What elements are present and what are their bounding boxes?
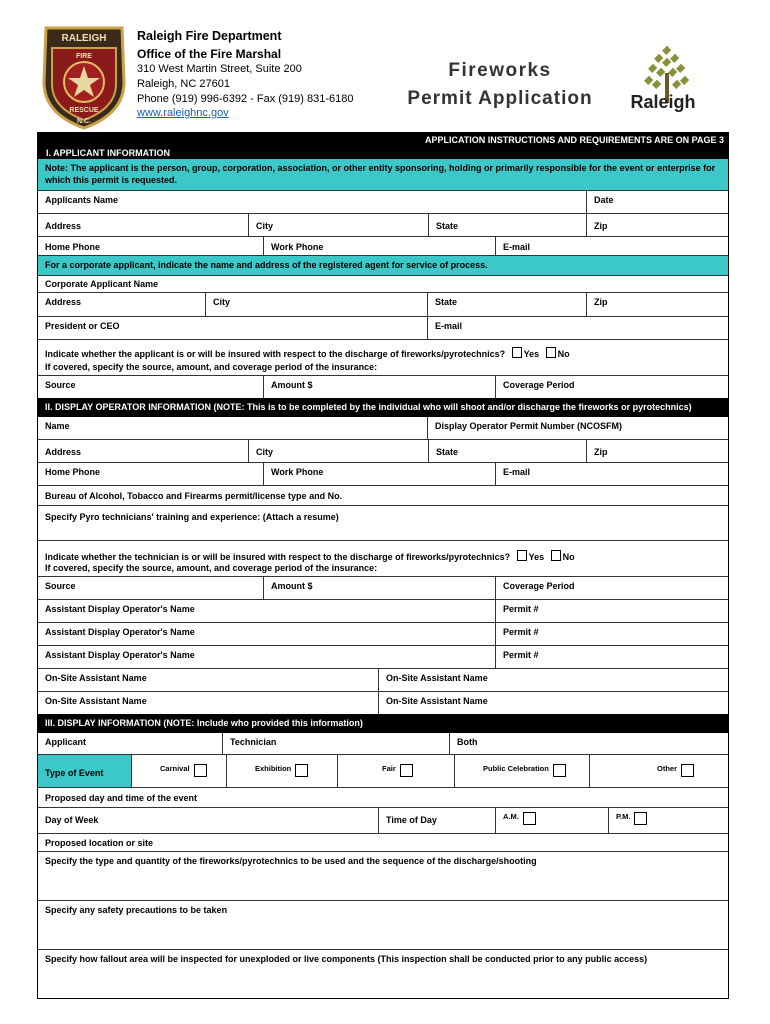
corp-address-field[interactable]: Address: [38, 293, 206, 316]
section1-header-bar: [38, 132, 728, 159]
form-title-line2: Permit Application: [407, 88, 593, 109]
email-field[interactable]: E-mail: [503, 242, 531, 252]
tech-insurance-amount-field[interactable]: Amount $: [264, 577, 496, 599]
section3-title: III. DISPLAY INFORMATION (NOTE: Include who provided this information): [38, 714, 728, 733]
public-celebration-checkbox[interactable]: [553, 764, 566, 777]
assistant-permit-3-field[interactable]: Permit #: [503, 650, 539, 660]
atf-permit-field[interactable]: Bureau of Alcohol, Tobacco and Firearms permit/license type and No.: [45, 491, 343, 501]
insurance-question-row: [38, 340, 728, 359]
day-of-week-field[interactable]: Day of Week: [38, 808, 379, 833]
exhibition-label: Exhibition: [255, 764, 292, 773]
carnival-label: Carnival: [160, 764, 190, 773]
tech-insured-no-checkbox[interactable]: [551, 550, 561, 561]
operator-address-field[interactable]: Address: [38, 440, 249, 462]
assistant-permit-2-field[interactable]: Permit #: [503, 627, 539, 637]
address-field[interactable]: Address: [38, 214, 249, 236]
applicant-note: Note: The applicant is the person, group, corporation, association, or other entity sponsoring, holding or primarily responsible for the event or enterprise for which this permit is requested.: [38, 159, 728, 190]
am-option[interactable]: [496, 808, 609, 833]
date-field[interactable]: Date: [594, 195, 614, 205]
time-of-day-field[interactable]: Time of Day: [379, 808, 496, 833]
department-name: Raleigh Fire Department: [137, 29, 282, 43]
pm-option[interactable]: [609, 808, 728, 833]
pm-label: P.M.: [616, 812, 631, 821]
insurance-coverage-field[interactable]: Coverage Period: [503, 380, 575, 390]
corp-state-field[interactable]: State: [428, 293, 587, 316]
operator-home-phone-field[interactable]: Home Phone: [38, 463, 264, 485]
tech-no-label: No: [562, 552, 575, 562]
address-line2: Raleigh, NC 27601: [137, 78, 230, 90]
svg-text:N.C.: N.C.: [77, 118, 91, 125]
applicants-name-field[interactable]: Applicants Name: [38, 191, 587, 213]
info-by-applicant[interactable]: Applicant: [38, 733, 223, 754]
operator-work-phone-field[interactable]: Work Phone: [264, 463, 496, 485]
operator-email-field[interactable]: E-mail: [503, 467, 531, 477]
phone-fax: Phone (919) 996-6392 - Fax (919) 831-6180: [137, 93, 354, 105]
svg-text:RALEIGH: RALEIGH: [61, 33, 107, 44]
event-exhibition[interactable]: [227, 755, 338, 787]
exhibition-checkbox[interactable]: [295, 764, 308, 777]
tech-insurance-question-row: [38, 541, 728, 562]
tech-insured-yes-checkbox[interactable]: [517, 550, 527, 561]
corp-zip-field[interactable]: Zip: [594, 297, 608, 307]
tech-insurance-covered-note: If covered, specify the source, amount, and coverage period of the insurance:: [45, 563, 378, 573]
zip-field[interactable]: Zip: [594, 221, 608, 231]
svg-text:FIRE: FIRE: [76, 53, 92, 60]
insurance-question: Indicate whether the applicant is or will be insured with respect to the discharge of fireworks/pyrotechnics?: [45, 349, 506, 359]
fair-checkbox[interactable]: [400, 764, 413, 777]
work-phone-field[interactable]: Work Phone: [264, 237, 496, 255]
safety-precautions-field[interactable]: Specify any safety precautions to be taken: [45, 905, 228, 915]
event-public-celebration[interactable]: [455, 755, 590, 787]
page-header: [0, 0, 770, 132]
instructions-note: APPLICATION INSTRUCTIONS AND REQUIREMENTS ARE ON PAGE 3: [424, 135, 724, 145]
insurance-amount-field[interactable]: Amount $: [264, 376, 496, 398]
event-carnival[interactable]: [132, 755, 227, 787]
home-phone-field[interactable]: Home Phone: [38, 237, 264, 255]
type-quantity-field[interactable]: Specify the type and quantity of the fireworks/pyrotechnics to be used and the sequence of the discharge/shooting: [45, 856, 537, 866]
am-checkbox[interactable]: [523, 812, 536, 825]
permit-form: [37, 132, 729, 999]
svg-text:RESCUE: RESCUE: [69, 107, 99, 114]
corporate-name-field[interactable]: Corporate Applicant Name: [45, 279, 159, 289]
onsite-assistant-3-field[interactable]: On-Site Assistant Name: [38, 692, 379, 714]
assistant-permit-1-field[interactable]: Permit #: [503, 604, 539, 614]
insurance-source-field[interactable]: Source: [38, 376, 264, 398]
section1-title: I. APPLICANT INFORMATION: [46, 148, 170, 158]
public-celebration-label: Public Celebration: [483, 764, 549, 773]
no-label: No: [557, 349, 570, 359]
pm-checkbox[interactable]: [634, 812, 647, 825]
event-other[interactable]: [590, 755, 728, 787]
info-by-technician[interactable]: Technician: [223, 733, 450, 754]
insured-yes-checkbox[interactable]: [512, 347, 522, 358]
onsite-assistant-1-field[interactable]: On-Site Assistant Name: [38, 669, 379, 691]
assistant-operator-1-field[interactable]: Assistant Display Operator's Name: [38, 600, 496, 622]
event-fair[interactable]: [338, 755, 455, 787]
corp-city-field[interactable]: City: [206, 293, 428, 316]
website-link[interactable]: www.raleighnc.gov: [137, 107, 229, 119]
fire-department-badge: [38, 22, 130, 130]
other-checkbox[interactable]: [681, 764, 694, 777]
insured-no-checkbox[interactable]: [546, 347, 556, 358]
section2-title: II. DISPLAY OPERATOR INFORMATION (NOTE: This is to be completed by the individual who will shoot and/or discharge the fireworks or pyrotechnics): [38, 398, 728, 417]
operator-zip-field[interactable]: Zip: [594, 447, 608, 457]
fair-label: Fair: [382, 764, 396, 773]
form-title-line1: Fireworks: [448, 60, 552, 81]
operator-state-field[interactable]: State: [429, 440, 587, 462]
yes-label: Yes: [523, 349, 540, 359]
tech-insurance-source-field[interactable]: Source: [38, 577, 264, 599]
president-ceo-field[interactable]: President or CEO: [38, 317, 428, 339]
corporate-note: For a corporate applicant, indicate the name and address of the registered agent for service of process.: [38, 255, 728, 275]
operator-permit-number-field[interactable]: Display Operator Permit Number (NCOSFM): [435, 421, 623, 431]
corp-email-field[interactable]: E-mail: [435, 321, 463, 331]
operator-name-field[interactable]: Name: [38, 417, 428, 439]
address-line1: 310 West Martin Street, Suite 200: [137, 63, 302, 75]
proposed-day-label: Proposed day and time of the event: [45, 793, 198, 803]
raleigh-logo-text: Raleigh: [630, 92, 696, 112]
operator-city-field[interactable]: City: [249, 440, 429, 462]
fallout-inspection-field[interactable]: Specify how fallout area will be inspected for unexploded or live components (This inspection shall be conducted prior to any public access): [45, 954, 648, 964]
am-label: A.M.: [503, 812, 519, 821]
assistant-operator-3-field[interactable]: Assistant Display Operator's Name: [38, 646, 496, 668]
city-field[interactable]: City: [249, 214, 429, 236]
other-label: Other: [657, 764, 678, 773]
onsite-assistant-2-field[interactable]: On-Site Assistant Name: [386, 673, 488, 683]
location-field[interactable]: Proposed location or site: [45, 838, 154, 848]
insurance-covered-note: If covered, specify the source, amount, and coverage period of the insurance:: [45, 362, 378, 372]
training-field[interactable]: Specify Pyro technicians' training and experience: (Attach a resume): [45, 512, 339, 522]
info-by-both[interactable]: Both: [457, 737, 478, 747]
state-field[interactable]: State: [429, 214, 587, 236]
onsite-assistant-4-field[interactable]: On-Site Assistant Name: [386, 696, 488, 706]
tech-insurance-question: Indicate whether the technician is or will be insured with respect to the discharge of fireworks/pyrotechnics?: [45, 552, 511, 562]
type-of-event-label: Type of Event: [38, 755, 132, 787]
tech-insurance-coverage-field[interactable]: Coverage Period: [503, 581, 575, 591]
tech-yes-label: Yes: [528, 552, 545, 562]
office-name: Office of the Fire Marshal: [137, 47, 282, 61]
carnival-checkbox[interactable]: [194, 764, 207, 777]
assistant-operator-2-field[interactable]: Assistant Display Operator's Name: [38, 623, 496, 645]
